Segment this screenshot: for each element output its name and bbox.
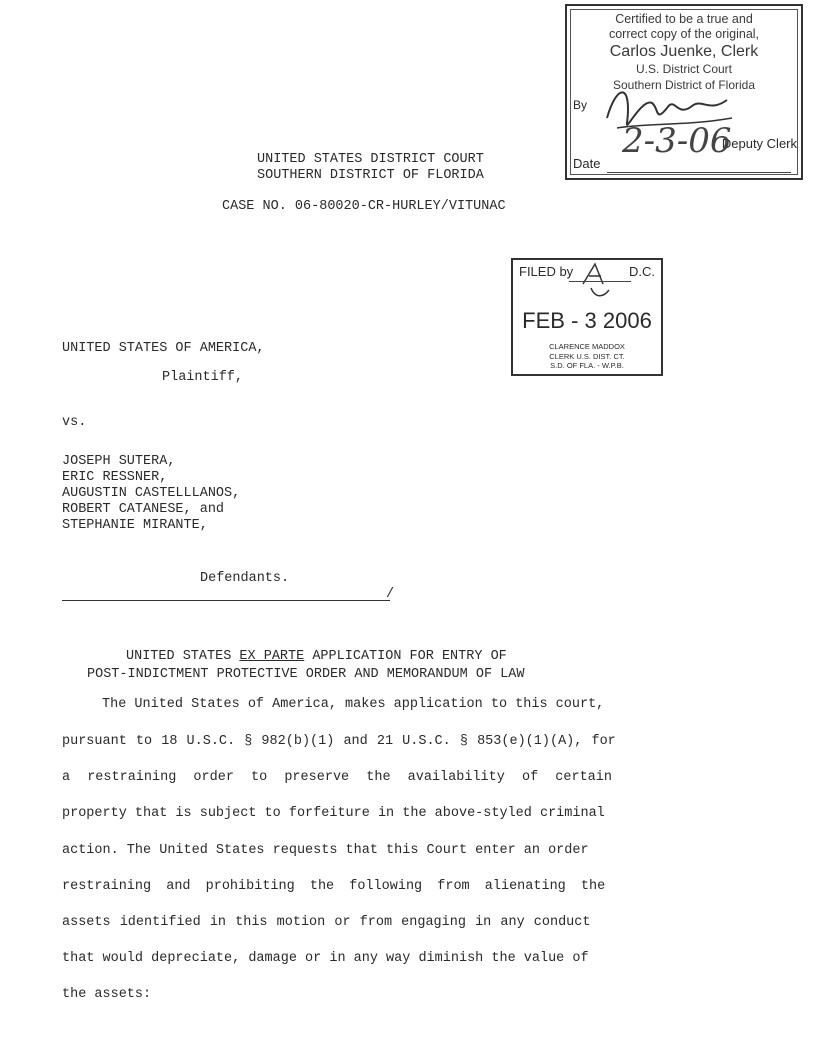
- filed-initials-icon: [573, 262, 633, 302]
- body-line: property that is subject to forfeiture in the above-styled criminal: [62, 806, 605, 821]
- cert-by-label: By: [573, 98, 588, 112]
- body-line: assets identified in this motion or from engaging in any conduct: [62, 915, 591, 930]
- plaintiff-name: UNITED STATES OF AMERICA,: [62, 341, 265, 356]
- caption-divider-line: [62, 600, 390, 601]
- cert-date-label: Date: [573, 156, 601, 171]
- certification-stamp: [565, 4, 803, 180]
- document-title-line-2: POST-INDICTMENT PROTECTIVE ORDER AND MEMORANDUM OF LAW: [87, 667, 525, 682]
- title-ex-parte: EX PARTE: [239, 649, 305, 664]
- filed-clerk-district: S.D. OF FLA. - W.P.B.: [550, 361, 624, 370]
- filed-dc-label: D.C.: [629, 264, 655, 279]
- cert-date-underline: [607, 172, 791, 173]
- cert-court-name: U.S. District Court: [635, 62, 732, 76]
- body-line: restraining and prohibiting the following from alienating the: [62, 879, 606, 894]
- cert-line-1: Certified to be a true and: [615, 12, 753, 26]
- body-line: The United States of America, makes application to this court,: [102, 697, 605, 712]
- case-number: CASE NO. 06-80020-CR-HURLEY/VITUNAC: [222, 199, 506, 214]
- cert-line-2: correct copy of the original,: [608, 27, 760, 41]
- cert-handwritten-date: 2-3-06: [622, 121, 732, 161]
- plaintiff-role: Plaintiff,: [162, 370, 244, 385]
- cert-clerk-name: Carlos Juenke, Clerk: [609, 43, 759, 60]
- defendant-name: ERIC RESSNER,: [62, 470, 168, 485]
- defendant-name: JOSEPH SUTERA,: [62, 454, 176, 469]
- body-line: a restraining order to preserve the availability of certain: [62, 770, 612, 785]
- filed-clerk-name: CLARENCE MADDOX: [549, 342, 625, 351]
- versus-label: vs.: [62, 415, 87, 430]
- filed-clerk-title: CLERK U.S. DIST. CT.: [549, 352, 625, 361]
- title-suffix: APPLICATION FOR ENTRY OF: [304, 649, 507, 664]
- body-line: action. The United States requests that this Court enter an order: [62, 843, 589, 858]
- title-prefix: UNITED STATES: [126, 649, 240, 664]
- defendant-name: STEPHANIE MIRANTE,: [62, 518, 208, 533]
- document-title-line-1: [126, 649, 507, 664]
- body-line: that would depreciate, damage or in any way diminish the value of: [62, 951, 589, 966]
- filed-stamp: [511, 258, 663, 376]
- defendant-name: AUGUSTIN CASTELLLANOS,: [62, 486, 241, 501]
- defendant-name: ROBERT CATANESE, and: [62, 502, 225, 517]
- cert-deputy-clerk-label: Deputy Clerk: [721, 136, 797, 151]
- body-line: pursuant to 18 U.S.C. § 982(b)(1) and 21 U.S.C. § 853(e)(1)(A), for: [62, 734, 616, 749]
- caption-slash: /: [386, 587, 395, 602]
- court-name-line-2: SOUTHERN DISTRICT OF FLORIDA: [257, 168, 484, 183]
- body-line: the assets:: [62, 987, 152, 1002]
- filed-date: FEB - 3 2006: [522, 308, 652, 333]
- court-name-line-1: UNITED STATES DISTRICT COURT: [257, 152, 484, 167]
- filed-by-label: FILED by: [519, 264, 574, 279]
- filed-by-underline: [569, 281, 631, 282]
- cert-district-name: Southern District of Florida: [612, 78, 756, 92]
- defendants-role: Defendants.: [200, 571, 290, 586]
